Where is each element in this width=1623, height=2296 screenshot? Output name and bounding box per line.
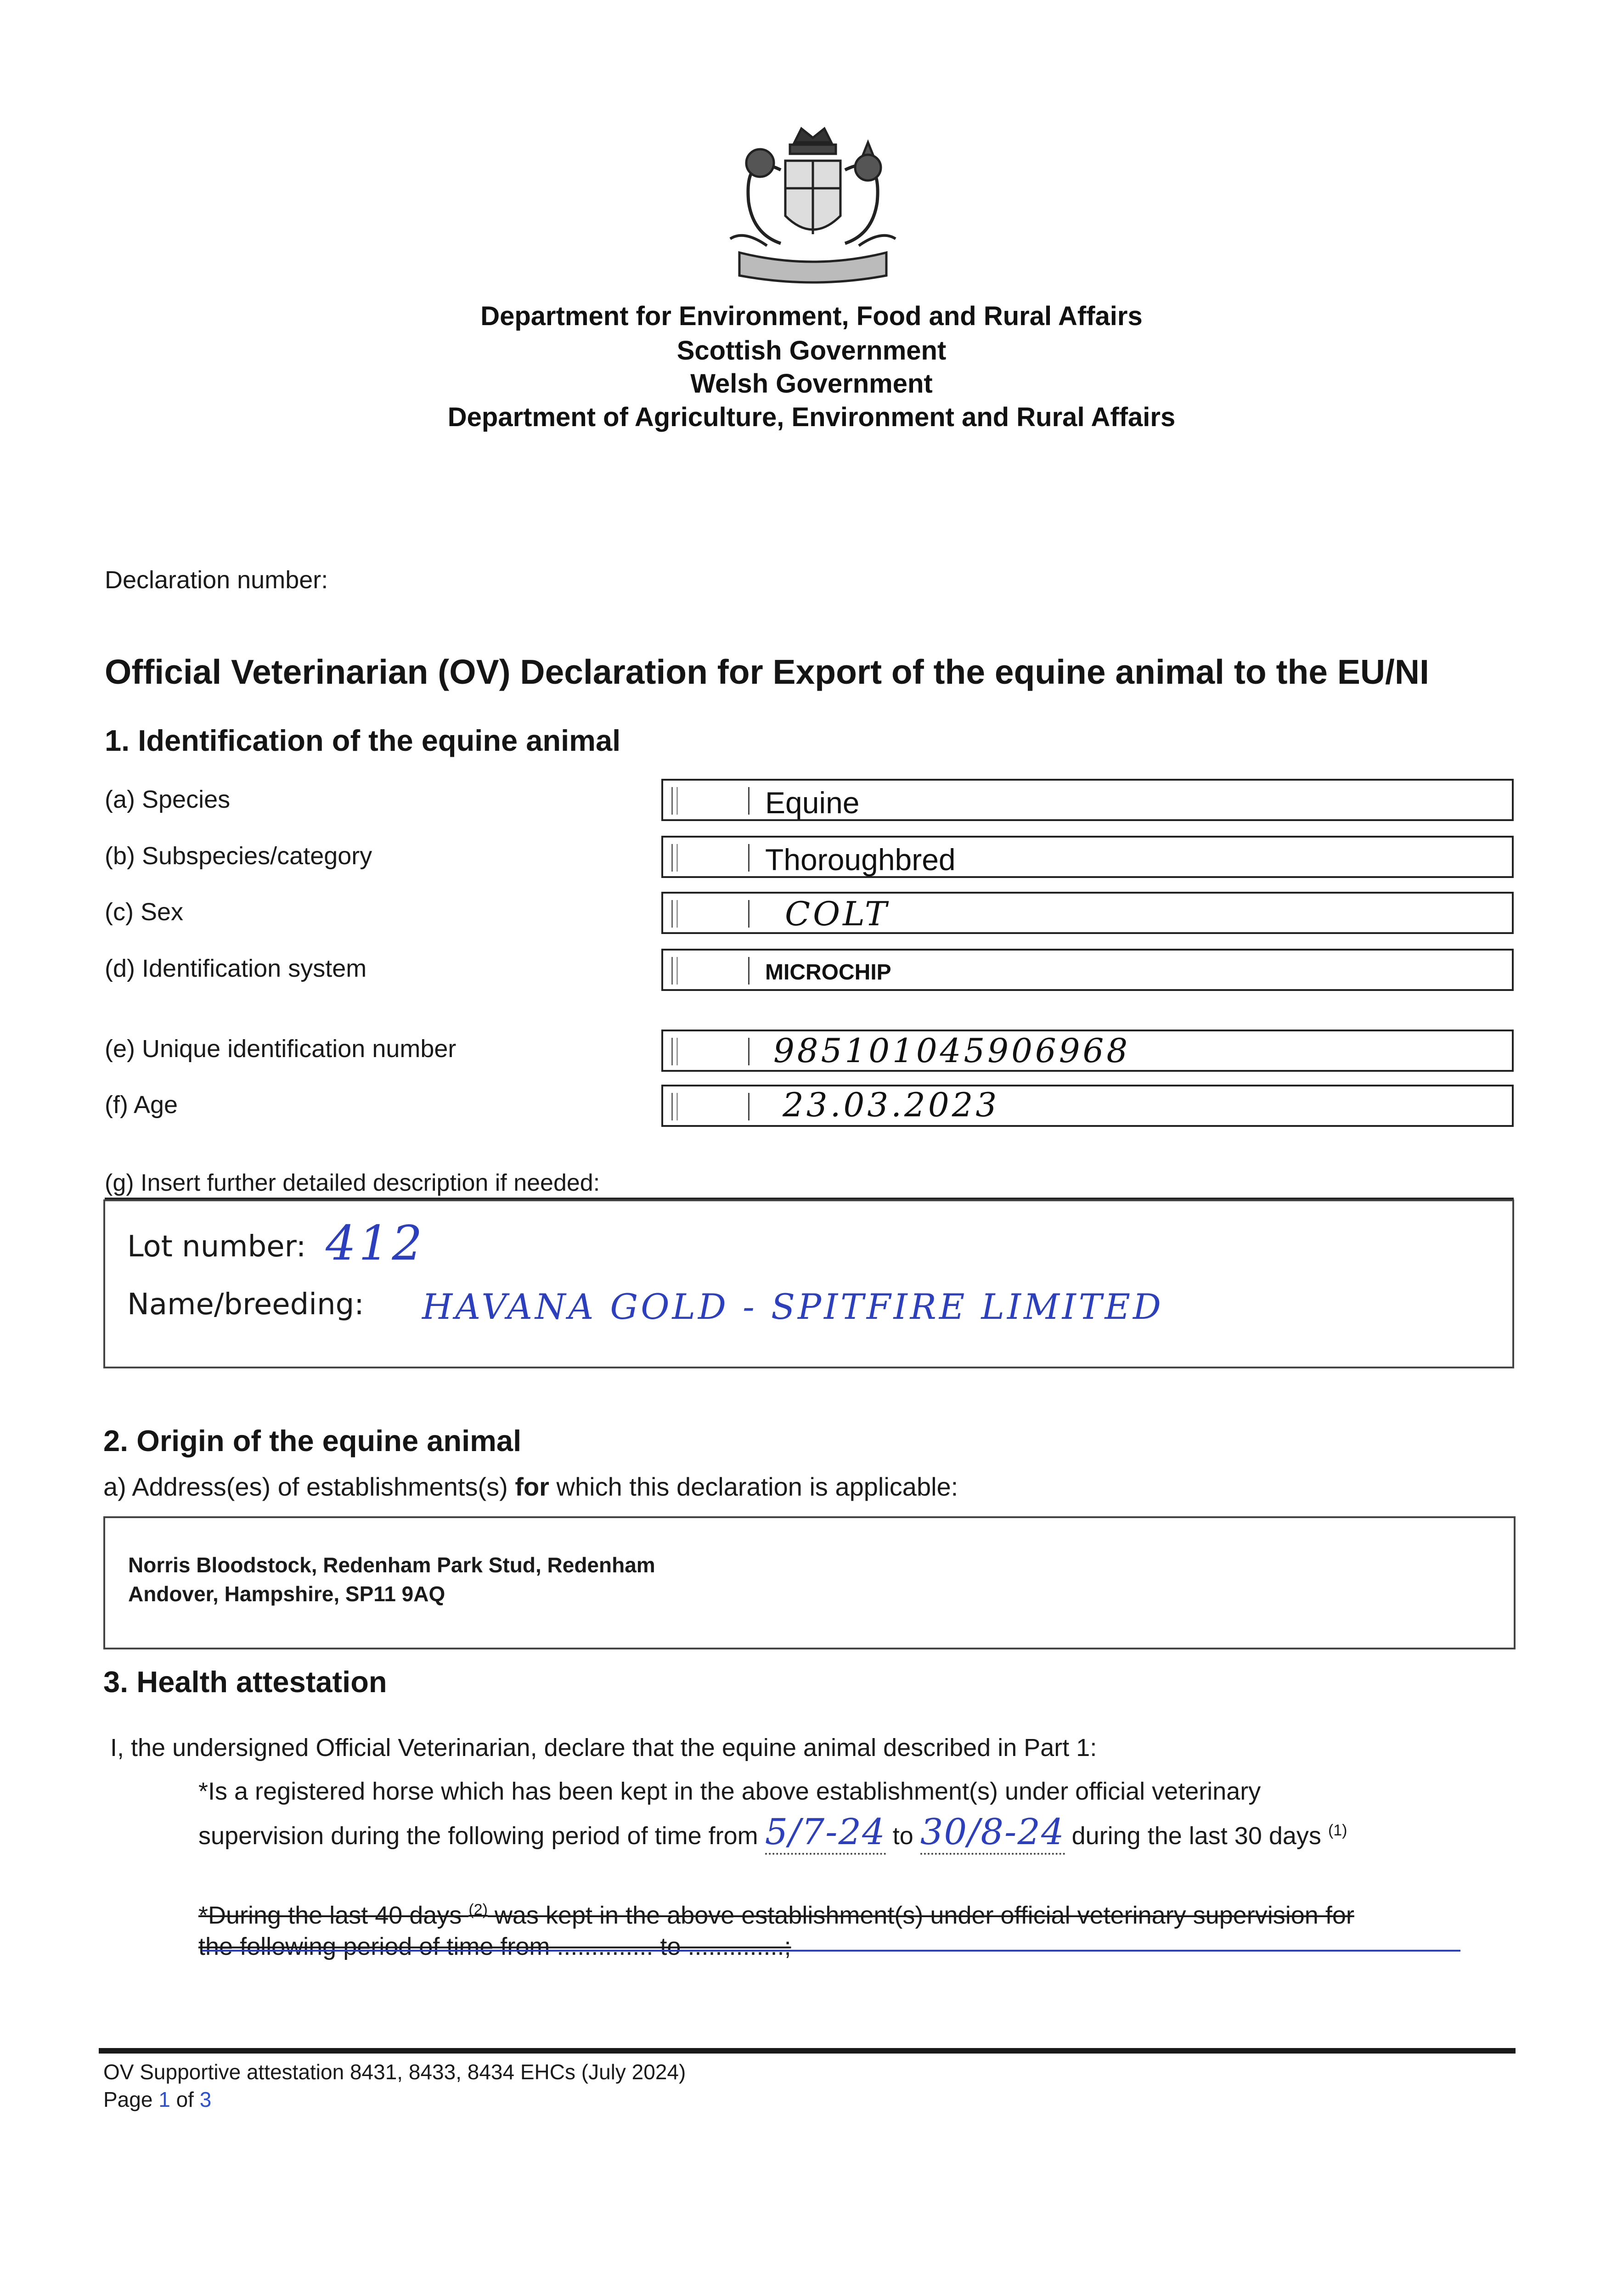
section1-heading: 1. Identification of the equine animal xyxy=(105,724,621,757)
footer-ref: OV Supportive attestation 8431, 8433, 8434 EHCs (July 2024) xyxy=(103,2060,686,2084)
subspecies-value: Thoroughbred xyxy=(765,843,956,877)
subspecies-field[interactable] xyxy=(661,836,1514,878)
section3-heading: 3. Health attestation xyxy=(103,1665,387,1699)
health-para1-line1: *Is a registered horse which has been kept in the above establishment(s) under official veterinary xyxy=(198,1778,1261,1805)
address-line-1: Norris Bloodstock, Redenham Park Stud, Redenham xyxy=(128,1553,655,1577)
header-line-welsh-gov: Welsh Government xyxy=(690,369,933,399)
period-from-value: 5/7-24 xyxy=(765,1812,886,1855)
declaration-number-label: Declaration number: xyxy=(105,566,328,594)
health-para2-line1: *During the last 40 days $^{(2)}$ was kept in the above establishment(s) under official veterinary supervision for xyxy=(198,1901,1354,1929)
further-description-label: (g) Insert further detailed description if needed: xyxy=(105,1169,1514,1199)
age-label: (f) Age xyxy=(105,1091,178,1119)
unique-id-label: (e) Unique identification number xyxy=(105,1035,456,1063)
health-para1-line2: supervision during the following period of time from 5/7-24 to 30/8-24 during the last 30 days $^{(1)}$ xyxy=(198,1812,1347,1853)
species-label: (a) Species xyxy=(105,786,231,813)
address-line-2: Andover, Hampshire, SP11 9AQ xyxy=(128,1582,445,1606)
footer-rule xyxy=(99,2048,1516,2054)
page-title: Official Veterinarian (OV) Declaration for Export of the equine animal to the EU/NI xyxy=(105,653,1429,691)
age-value: 23.03.2023 xyxy=(783,1086,1000,1124)
header-line-daera: Department of Agriculture, Environment and Rural Affairs xyxy=(447,402,1176,432)
handwritten-strike-line xyxy=(202,1950,1460,1952)
species-value: Equine xyxy=(765,786,860,820)
further-description-box[interactable] xyxy=(103,1199,1514,1368)
sex-value: COLT xyxy=(785,895,890,933)
header-line-defra: Department for Environment, Food and Rural Affairs xyxy=(480,301,1143,331)
royal-coat-of-arms-icon xyxy=(716,124,909,289)
identification-system-field[interactable] xyxy=(661,949,1514,991)
period-to-value: 30/8-24 xyxy=(920,1812,1065,1855)
unique-id-value: 985101045906968 xyxy=(773,1031,1131,1070)
header-line-scottish-gov: Scottish Government xyxy=(676,336,947,366)
lot-number-value: 412 xyxy=(326,1215,425,1271)
name-breeding-label: Name/breeding: xyxy=(127,1288,364,1322)
identification-system-value: MICROCHIP xyxy=(765,960,891,985)
age-field[interactable] xyxy=(661,1085,1514,1127)
sex-label: (c) Sex xyxy=(105,898,184,926)
name-breeding-value: HAVANA GOLD - SPITFIRE LIMITED xyxy=(422,1286,1164,1327)
section2-heading: 2. Origin of the equine animal xyxy=(103,1424,522,1458)
section2-subheading: a) Address(es) of establishments(s) for which this declaration is applicable: xyxy=(103,1472,958,1501)
health-para2-line2: the following period of time from .............. to ..............; xyxy=(198,1933,791,1960)
sex-field[interactable] xyxy=(661,892,1514,934)
page-indicator: Page 1 of 3 xyxy=(103,2088,212,2111)
species-field[interactable] xyxy=(661,779,1514,821)
lot-number-label: Lot number: xyxy=(127,1230,306,1264)
identification-system-label: (d) Identification system xyxy=(105,955,367,982)
health-intro: I, the undersigned Official Veterinarian, declare that the equine animal described in Part 1: xyxy=(110,1734,1097,1761)
establishment-address-box[interactable] xyxy=(103,1516,1516,1649)
unique-id-field[interactable] xyxy=(661,1030,1514,1072)
subspecies-label: (b) Subspecies/category xyxy=(105,842,372,870)
